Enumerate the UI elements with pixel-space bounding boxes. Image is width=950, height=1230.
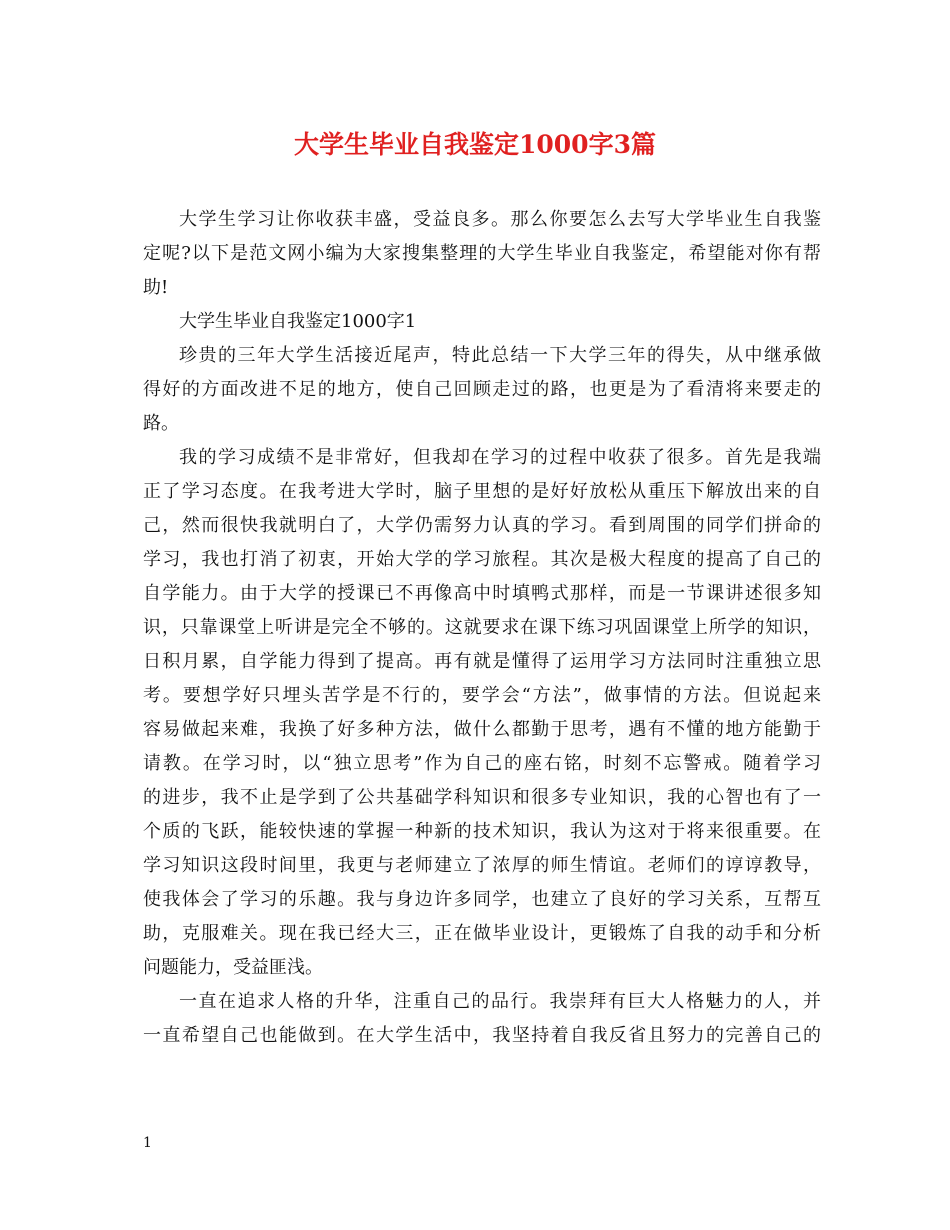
text-line: 学习，我也打消了初衷，开始大学的学习旅程。其次是极大程度的提高了自己的 <box>143 549 821 570</box>
text-line: 个质的飞跃，能较快速的掌握一种新的技术知识，我认为这对于将来很重要。在 <box>143 821 821 842</box>
text-line: 考。要想学好只埋头苦学是不行的，要学会“方法”，做事情的方法。但说起来 <box>143 685 821 706</box>
text-line: 得好的方面改进不足的地方，使自己回顾走过的路，也更是为了看清将来要走的 <box>143 379 821 400</box>
text-line: 我的学习成绩不是非常好，但我却在学习的过程中收获了很多。首先是我端 <box>179 447 821 468</box>
section-heading <box>143 305 821 339</box>
text-line: 一直在追求人格的升华，注重自己的品行。我崇拜有巨大人格魅力的人，并 <box>179 991 821 1012</box>
body-paragraph <box>143 441 821 985</box>
text-line: 请教。在学习时，以“独立思考”作为自己的座右铭，时刻不忘警戒。随着学习 <box>143 753 821 774</box>
text-line: 问题能力，受益匪浅。 <box>143 957 323 978</box>
text-line: 大学生毕业自我鉴定1000字1 <box>179 311 417 332</box>
text-line: 的进步，我不止是学到了公共基础学科知识和很多专业知识，我的心智也有了一 <box>143 787 821 808</box>
text-line: 识，只靠课堂上听讲是完全不够的。这就要求在课下练习巩固课堂上所学的知识， <box>143 617 821 638</box>
text-line: 珍贵的三年大学生活接近尾声，特此总结一下大学三年的得失，从中继承做 <box>179 345 821 366</box>
text-line: 日积月累，自学能力得到了提高。再有就是懂得了运用学习方法同时注重独立思 <box>143 651 821 672</box>
text-line: 自学能力。由于大学的授课已不再像高中时填鸭式那样，而是一节课讲述很多知 <box>143 583 821 604</box>
text-line: 正了学习态度。在我考进大学时，脑子里想的是好好放松从重压下解放出来的自 <box>143 481 821 502</box>
text-line: 大学生学习让你收获丰盛，受益良多。那么你要怎么去写大学毕业生自我鉴 <box>179 209 821 230</box>
text-line: 己，然而很快我就明白了，大学仍需努力认真的学习。看到周围的同学们拼命的 <box>143 515 821 536</box>
text-line: 路。 <box>143 413 179 434</box>
text-line: 学习知识这段时间里，我更与老师建立了浓厚的师生情谊。老师们的谆谆教导， <box>143 855 821 876</box>
page-number: 1 <box>143 1135 152 1151</box>
body-paragraph <box>143 985 821 1053</box>
intro-paragraph <box>143 203 821 305</box>
text-line: 助，克服难关。现在我已经大三，正在做毕业设计，更锻炼了自我的动手和分析 <box>143 923 821 944</box>
body-paragraph <box>143 339 821 441</box>
text-line: 一直希望自己也能做到。在大学生活中，我坚持着自我反省且努力的完善自己的 <box>143 1025 821 1046</box>
document-title: 大学生毕业自我鉴定1000字3篇 <box>294 130 656 159</box>
text-line: 容易做起来难，我换了好多种方法，做什么都勤于思考，遇有不懂的地方能勤于 <box>143 719 821 740</box>
text-line: 定呢?以下是范文网小编为大家搜集整理的大学生毕业自我鉴定，希望能对你有帮 <box>143 243 821 264</box>
document-body <box>143 203 821 1053</box>
text-line: 使我体会了学习的乐趣。我与身边许多同学，也建立了良好的学习关系，互帮互 <box>143 889 821 910</box>
text-line: 助! <box>143 277 169 298</box>
